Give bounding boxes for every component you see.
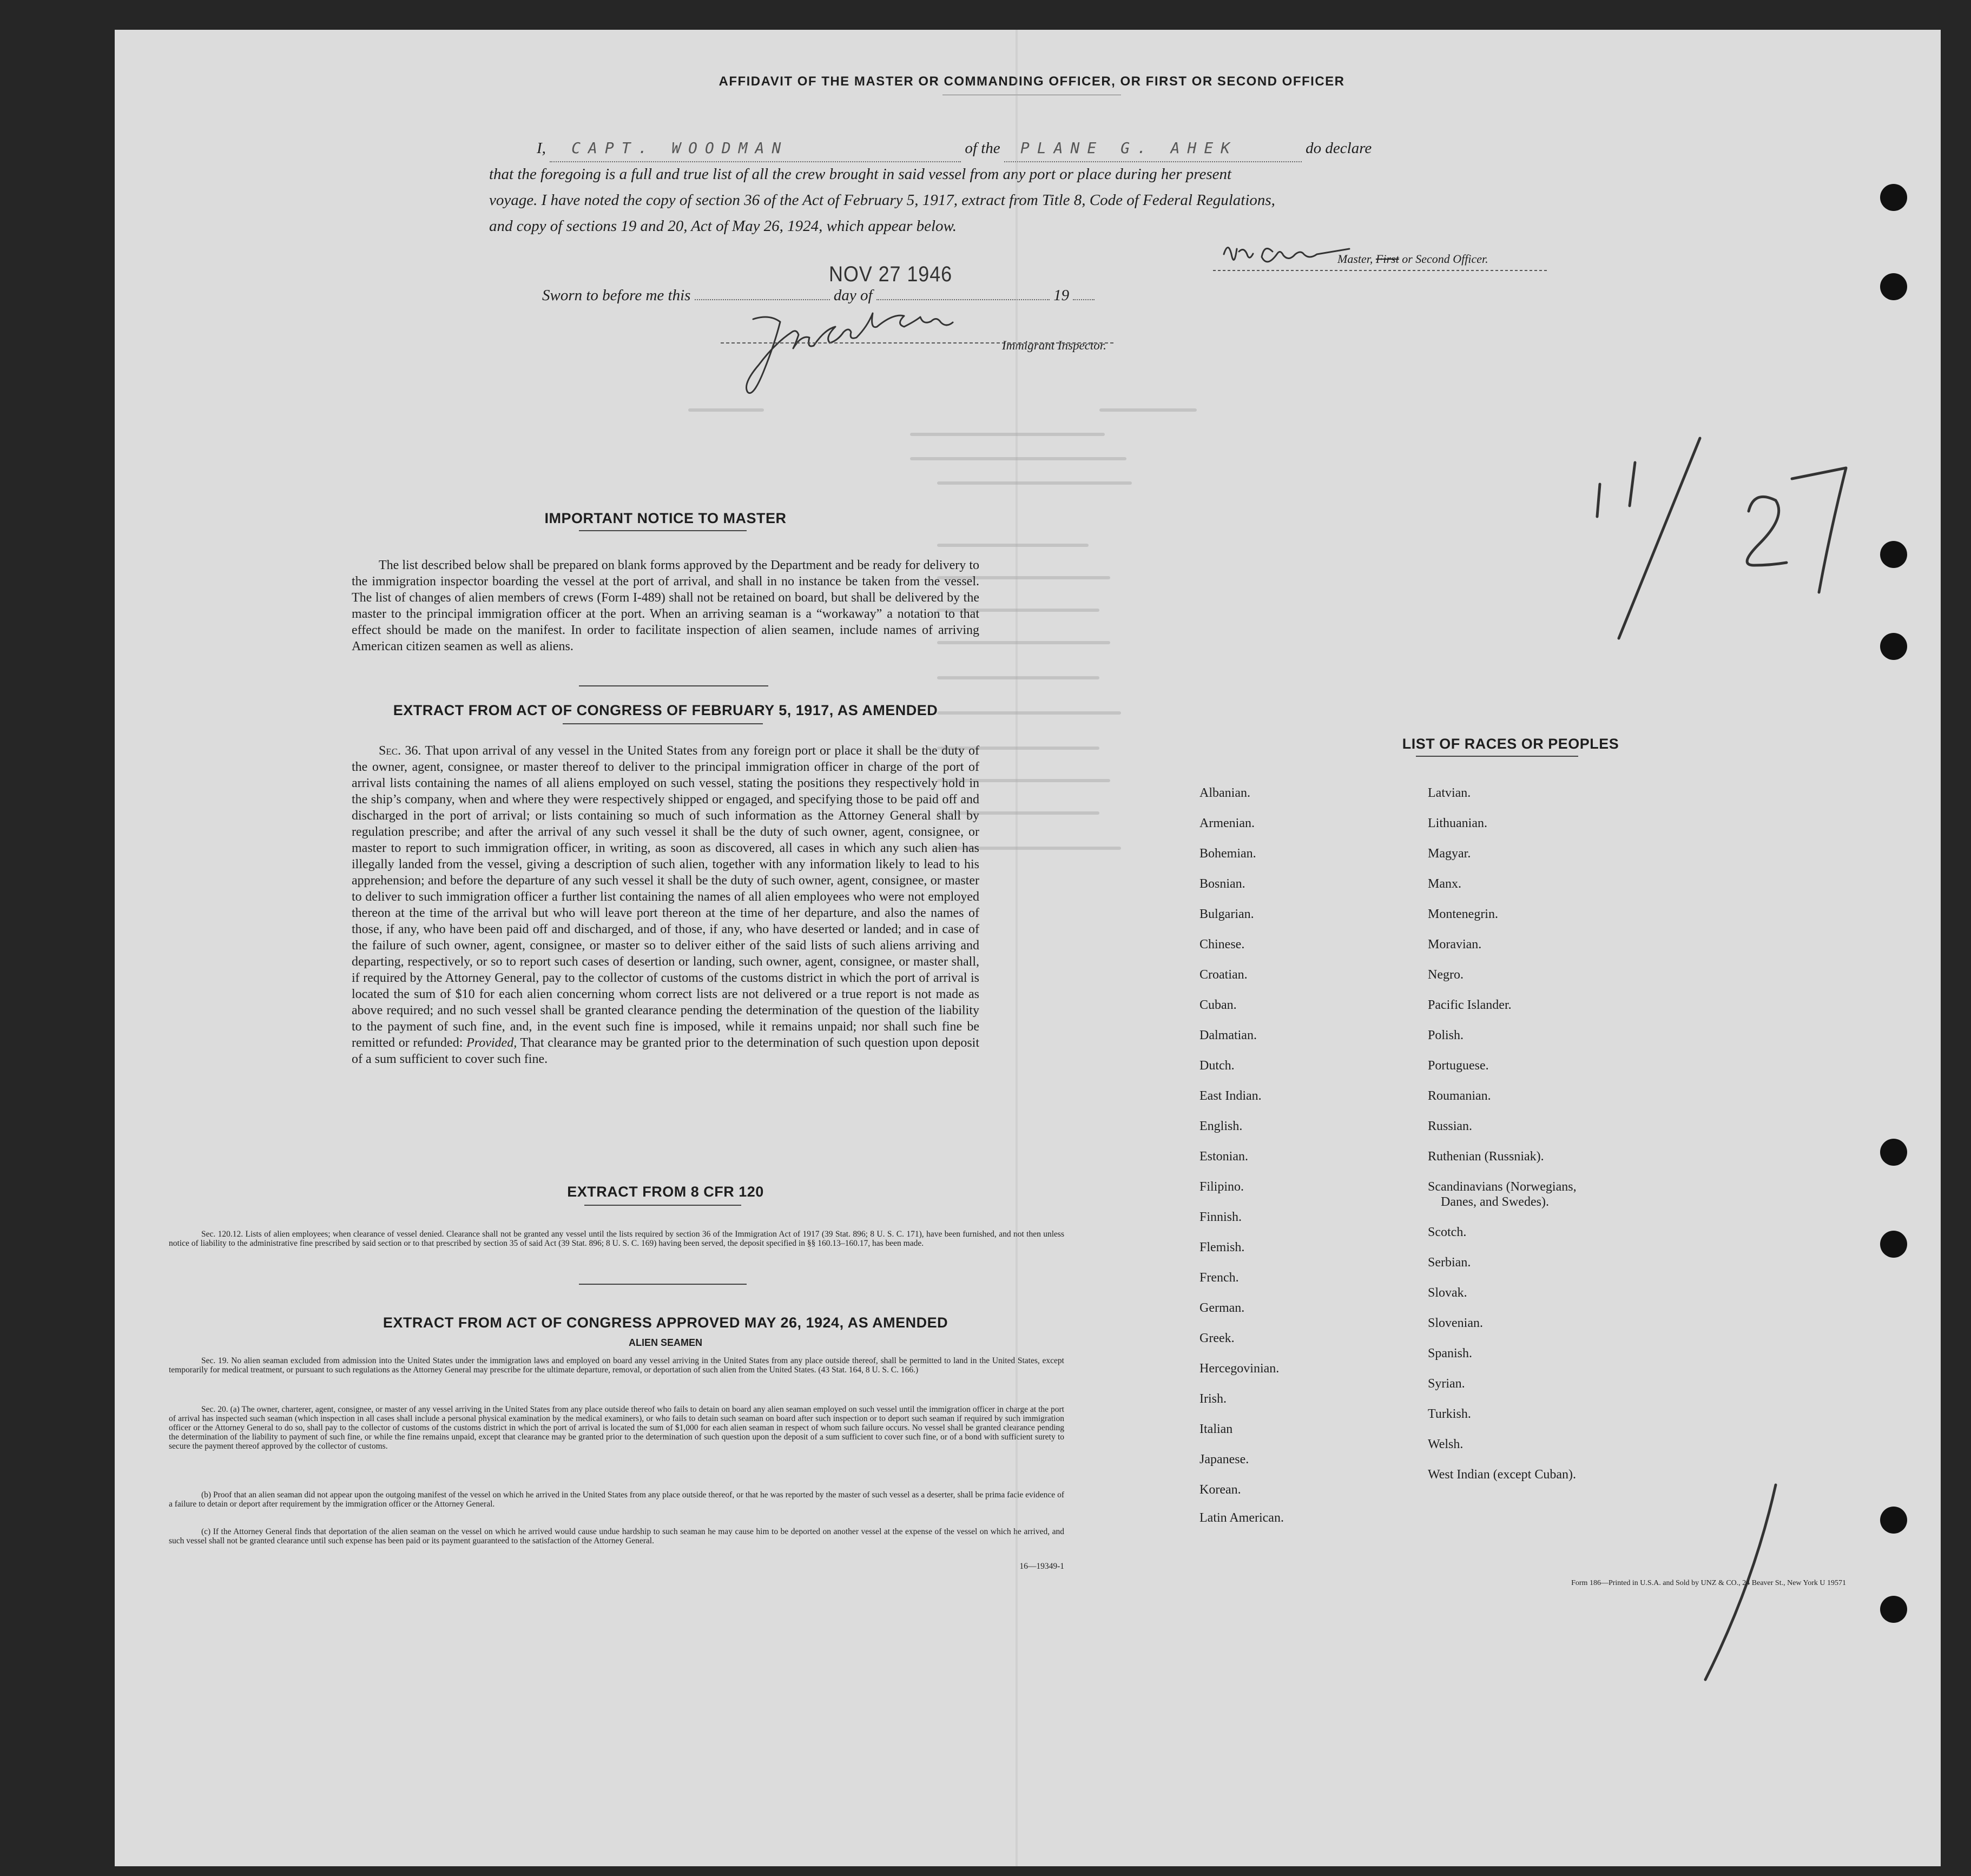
affidavit-line-3: voyage. I have noted the copy of section 36 of the Act of February 5, 1917, extract from Title 8, Code of Federal Regulations, bbox=[489, 191, 1275, 209]
master-name-field: CAPT. WOODMAN bbox=[550, 135, 961, 162]
inspector-caption: Immigrant Inspector. bbox=[1002, 339, 1106, 352]
race-item: Bosnian. bbox=[1199, 877, 1245, 891]
race-item: Pacific Islander. bbox=[1428, 998, 1512, 1012]
race-item: Latin American. bbox=[1199, 1511, 1284, 1525]
date-stamp: NOV 27 1946 bbox=[829, 262, 953, 286]
race-item: Bohemian. bbox=[1199, 847, 1256, 861]
race-item: Manx. bbox=[1428, 877, 1461, 891]
binder-hole bbox=[1880, 633, 1907, 660]
race-item: Cuban. bbox=[1199, 998, 1237, 1012]
sec-20a-text: Sec. 20. (a) The owner, charterer, agent, consignee, or master of any vessel arriving in the United States from any place outside thereof who fails to detain on board any alien seaman employed on such vessel until the immigration officer in charge at the port of arrival has inspected such seaman (which inspection in all cases shall include a personal physical examination by the medical examiners), or who fails to detain such seaman on board after such inspection or to deport such seaman if required by such immigration officer or the Attorney General to do so, shall pay to the collector of customs of the customs district in which the port of arrival is located the sum of $1,000 for each alien seaman in respect of whom such failure occurs. No vessel shall be granted clearance pending the determination of the liability to payment of such fine, or while the fine remains unpaid, except that clearance may be granted prior to the determination of such question upon the deposit of a sum sufficient to cover such fine, or of a bond with sufficient surety to secure the payment thereof approved by the collector of customs. bbox=[169, 1405, 1064, 1451]
day-of-label: day of bbox=[833, 287, 873, 304]
race-item: Latvian. bbox=[1428, 786, 1471, 800]
race-item: Montenegrin. bbox=[1428, 907, 1498, 921]
race-item: Russian. bbox=[1428, 1119, 1473, 1133]
race-item: Portuguese. bbox=[1428, 1059, 1489, 1073]
act-1924-heading: EXTRACT FROM ACT OF CONGRESS APPROVED MAY 26, 1924, AS AMENDED bbox=[383, 1314, 948, 1331]
race-item: Polish. bbox=[1428, 1028, 1464, 1042]
of-the-label: of the bbox=[965, 140, 1000, 157]
race-item: German. bbox=[1199, 1301, 1245, 1315]
binder-hole bbox=[1880, 1231, 1907, 1258]
form-code: 16—19349-1 bbox=[1019, 1562, 1064, 1571]
affidavit-prefix: I, bbox=[537, 140, 546, 157]
binder-hole bbox=[1880, 1596, 1907, 1623]
race-item: Scandinavians (Norwegians, Danes, and Swedes). bbox=[1428, 1180, 1577, 1209]
cfr-heading: EXTRACT FROM 8 CFR 120 bbox=[567, 1184, 764, 1200]
race-item: Italian bbox=[1199, 1422, 1233, 1436]
vessel-name-field: PLANE G. AHEK bbox=[1004, 135, 1302, 162]
document-page bbox=[115, 30, 1941, 1866]
race-item: Greek. bbox=[1199, 1331, 1235, 1345]
binder-hole bbox=[1880, 273, 1907, 300]
notice-heading: IMPORTANT NOTICE TO MASTER bbox=[544, 510, 787, 526]
handwritten-date-mark bbox=[1467, 419, 1900, 646]
race-item: Japanese. bbox=[1199, 1452, 1249, 1467]
race-item: East Indian. bbox=[1199, 1089, 1262, 1103]
race-item: Syrian. bbox=[1428, 1377, 1465, 1391]
race-item: English. bbox=[1199, 1119, 1243, 1133]
act-1924-subheading: ALIEN SEAMEN bbox=[628, 1337, 702, 1348]
race-item: Dutch. bbox=[1199, 1059, 1235, 1073]
printer-footer: Form 186—Printed in U.S.A. and Sold by UNZ & CO., 24 Beaver St., New York U 19571 bbox=[1571, 1579, 1846, 1587]
race-item: Korean. bbox=[1199, 1483, 1241, 1497]
race-item: Scotch. bbox=[1428, 1225, 1467, 1239]
race-item: Lithuanian. bbox=[1428, 816, 1487, 830]
affidavit-title: AFFIDAVIT OF THE MASTER OR COMMANDING OFFICER, OR FIRST OR SECOND OFFICER bbox=[718, 74, 1345, 89]
races-column-2 bbox=[1428, 778, 1577, 1490]
year-label: 19 bbox=[1053, 287, 1070, 304]
race-item: Serbian. bbox=[1428, 1256, 1471, 1270]
officer-caption: Master, First or Second Officer. bbox=[1337, 252, 1488, 266]
race-item: Armenian. bbox=[1199, 816, 1255, 830]
race-item: Hercegovinian. bbox=[1199, 1362, 1280, 1376]
race-item: Negro. bbox=[1428, 968, 1464, 982]
race-item: Croatian. bbox=[1199, 968, 1248, 982]
race-item: Magyar. bbox=[1428, 847, 1471, 861]
races-heading: LIST OF RACES OR PEOPLES bbox=[1402, 736, 1619, 752]
binder-hole bbox=[1880, 1139, 1907, 1166]
act-1917-body: Sec. 36. That upon arrival of any vessel in the United States from any foreign port or place it shall be the duty of the owner, agent, consignee, or master thereof to deliver to the principal immigration officer in charge of the port of arrival lists containing the names of all aliens employed on such vessel, stating the positions they respectively hold in the ship’s company, when and where they were respectively shipped or engaged, and specifying those to be paid off and discharged in the port of arrival; or lists containing so much of such information as the Attorney General shall by regulation prescribe; and after the arrival of any such vessel it shall be the duty of such owner, agent, consignee, or master to report to such immigration officer, in writing, as soon as discovered, all cases in which any such alien has illegally landed from the vessel, giving a description of such alien, together with any information likely to lead to his apprehension; and before the departure of any such vessel it shall be the duty of such owner, agent, consignee, or master to deliver to such immigration officer a further list containing the names of all alien employees who were not employed thereon at the time of the arrival but who will leave port thereon at the time of her departure, and also the names of those, if any, who have been paid off and discharged, and of those, if any, who have deserted or landed; and in case of the failure of such owner, agent, consignee, or master so to deliver either of the said lists of such aliens arriving and departing, respectively, or so to report such cases of desertion or landing, such owner, agent, consignee, or master shall, if required by the Attorney General, pay to the collector of customs of the customs district in which the port of arrival is located the sum of $10 for each alien concerning whom correct lists are not delivered or a true report is not made as above required; and no such vessel shall be granted clearance pending the determination of the question of the liability to the payment of such fine, and, in the event such fine is imposed, while it remains unpaid; nor shall such fine be remitted or refunded: Provided, That clearance may be granted prior to the determination of such question upon deposit of a sum sufficient to cover such fine. bbox=[352, 744, 980, 1066]
races-column-1 bbox=[1199, 778, 1284, 1531]
binder-hole bbox=[1880, 184, 1907, 211]
sec-20b-text: (b) Proof that an alien seaman did not appear upon the outgoing manifest of the vessel on which he arrived in the United States from any place outside thereof, or that he was reported by the master of such vessel as a deserter, shall be prima facie evidence of a failure to detain or deport after requirement by the immigration officer or the Attorney General. bbox=[169, 1490, 1064, 1509]
race-item: Flemish. bbox=[1199, 1240, 1245, 1254]
race-item: Irish. bbox=[1199, 1392, 1227, 1406]
race-item: Slovak. bbox=[1428, 1286, 1467, 1300]
race-item: Turkish. bbox=[1428, 1407, 1471, 1421]
race-item: Slovenian. bbox=[1428, 1316, 1483, 1330]
race-item: Dalmatian. bbox=[1199, 1028, 1257, 1042]
race-item: Moravian. bbox=[1428, 937, 1482, 952]
race-item: Spanish. bbox=[1428, 1346, 1473, 1360]
sec-20c-text: (c) If the Attorney General finds that deportation of the alien seaman on the vessel on which he arrived would cause undue hardship to such seaman he may cause him to be deported on another vessel at the expense of the vessel on which he arrived, and such vessel shall not be granted clearance until such expense has been paid or its payment guaranteed to the satisfaction of the Attorney General. bbox=[169, 1527, 1064, 1545]
affidavit-line-4: and copy of sections 19 and 20, Act of May 26, 1924, which appear below. bbox=[489, 217, 957, 235]
sec-19-text: Sec. 19. No alien seaman excluded from admission into the United States under the immigration laws and employed on board any vessel arriving in the United States from any place outside thereof, shall be permitted to land in the United States, except temporarily for medical treatment, or pursuant to such regulations as the Attorney General may prescribe for the ultimate departure, removal, or deportation of such alien from the United States. (43 Stat. 164, 8 U. S. C. 166.) bbox=[169, 1356, 1064, 1375]
sworn-label: Sworn to before me this bbox=[542, 287, 691, 304]
do-declare-label: do declare bbox=[1306, 140, 1372, 157]
affidavit-line-2: that the foregoing is a full and true list of all the crew brought in said vessel from any port or place during her present bbox=[489, 166, 1232, 183]
affidavit-line-1 bbox=[537, 135, 1619, 162]
binder-hole bbox=[1880, 1507, 1907, 1534]
race-item: Estonian. bbox=[1199, 1150, 1248, 1164]
notice-body: The list described below shall be prepared on blank forms approved by the Department and be ready for delivery to the immigration inspector boarding the vessel at the port of arrival, and shall in no instance be taken from the vessel. The list of changes of alien members of crews (Form I-489) shall not be retained on board, but shall be delivered by the master to the principal immigration officer at the port. When an arriving seaman is a “workaway” a notation to that effect should be made on the manifest. In order to facilitate inspection of alien seamen, include names of arriving American citizen seamen as well as aliens. bbox=[352, 558, 979, 653]
race-item: Chinese. bbox=[1199, 937, 1245, 952]
binder-hole bbox=[1880, 541, 1907, 568]
race-item: Roumanian. bbox=[1428, 1089, 1491, 1103]
act-1917-heading: EXTRACT FROM ACT OF CONGRESS OF FEBRUARY 5, 1917, AS AMENDED bbox=[393, 702, 938, 718]
race-item: Albanian. bbox=[1199, 786, 1250, 800]
race-item: Ruthenian (Russniak). bbox=[1428, 1150, 1544, 1164]
race-item: Finnish. bbox=[1199, 1210, 1242, 1224]
race-item: Bulgarian. bbox=[1199, 907, 1254, 921]
cfr-body: Sec. 120.12. Lists of alien employees; when clearance of vessel denied. Clearance shall not be granted any vessel until the lists required by section 36 of the Immigration Act of 1917 (39 Stat. 896; 8 U. S. C. 171), have been furnished, and not then unless notice of liability to the administrative fine prescribed by said section or to that prescribed by section 35 of said Act (39 Stat. 896; 8 U. S. C. 169) having been served, the deposit specified in §§ 160.13–160.17, has been made. bbox=[169, 1230, 1064, 1248]
race-item: Filipino. bbox=[1199, 1180, 1244, 1194]
race-item: Welsh. bbox=[1428, 1437, 1464, 1451]
race-item: West Indian (except Cuban). bbox=[1428, 1468, 1576, 1482]
race-item: French. bbox=[1199, 1271, 1239, 1285]
